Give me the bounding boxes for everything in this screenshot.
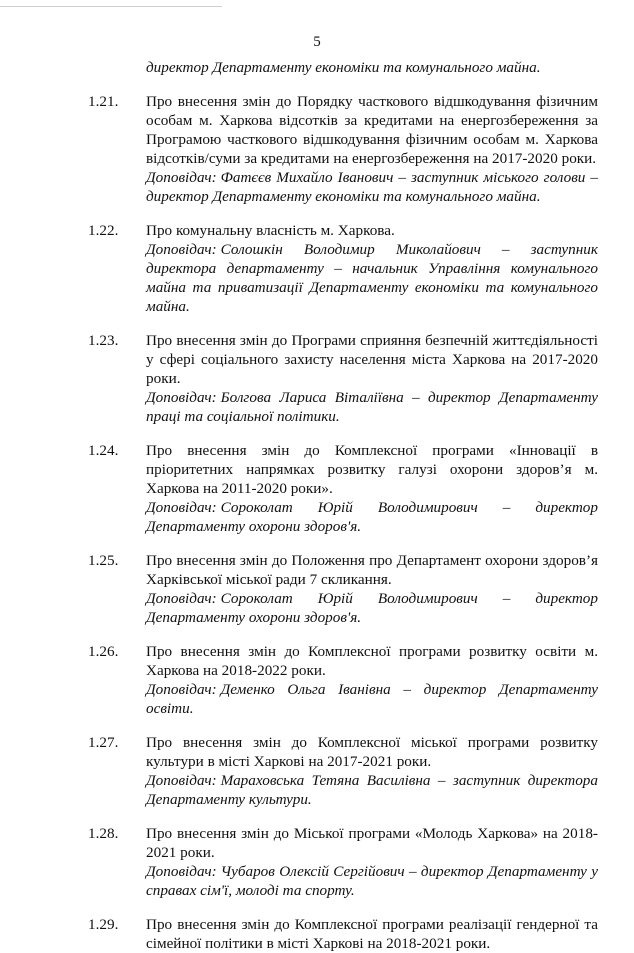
agenda-item	[88, 441, 598, 536]
speaker-label: Доповідач:	[146, 772, 217, 789]
agenda-item	[88, 221, 598, 316]
item-title: Про внесення змін до Комплексної програми реалізації гендерної та сімейної політики в місті Харкові на 2018-2021 роки.	[146, 916, 598, 952]
item-speaker	[146, 168, 598, 206]
item-title: Про внесення змін до Міської програми «Молодь Харкова» на 2018-2021 роки.	[146, 825, 598, 861]
item-body	[146, 331, 598, 426]
document-body	[88, 58, 598, 953]
item-body	[146, 221, 598, 316]
speaker-label: Доповідач:	[146, 590, 217, 607]
item-speaker	[146, 498, 598, 536]
page-number: 5	[313, 34, 321, 50]
speaker-text: Фатєєв Михайло Іванович – заступник міського голови – директор Департаменту економіки та комунального майна.	[146, 169, 598, 205]
item-title: Про внесення змін до Програми сприяння безпечній життєдіяльності у сфері соціального захисту населення міста Харкова на 2017-2020 роки.	[146, 332, 598, 387]
item-number: 1.29.	[88, 916, 119, 933]
item-number: 1.27.	[88, 734, 119, 751]
top-rule	[0, 6, 222, 7]
agenda-item	[88, 915, 598, 953]
speaker-label: Доповідач:	[146, 169, 217, 186]
agenda-list	[88, 92, 598, 953]
item-speaker	[146, 771, 598, 809]
item-number: 1.24.	[88, 442, 119, 459]
speaker-label: Доповідач:	[146, 863, 217, 880]
item-number: 1.25.	[88, 552, 119, 569]
item-title: Про внесення змін до Комплексної програми розвитку освіти м. Харкова на 2018-2022 роки.	[146, 643, 598, 679]
speaker-text: Солошкін Володимир Миколайович – заступник директора департаменту – начальник Управління комунального майна та приватизації Департаменту економіки та комунального майна.	[146, 241, 598, 315]
item-number: 1.21.	[88, 93, 119, 110]
speaker-text: Сороколат Юрій Володимирович – директор Департаменту охорони здоров'я.	[146, 499, 598, 535]
lead-in-text: директор Департаменту економіки та комунального майна.	[146, 59, 541, 76]
speaker-label: Доповідач:	[146, 499, 217, 516]
agenda-item	[88, 92, 598, 206]
item-number: 1.23.	[88, 332, 119, 349]
agenda-item	[88, 642, 598, 718]
item-number: 1.26.	[88, 643, 119, 660]
item-title: Про внесення змін до Порядку часткового відшкодування фізичним особам м. Харкова відсотків за кредитами на енергозбереження за Програмою часткового відшкодування фізичним особам м. Харкова відсотків/суми за кредитами на енергозбереження на 2017-2020 роки.	[146, 93, 598, 167]
item-number: 1.28.	[88, 825, 119, 842]
item-body	[146, 551, 598, 627]
item-title: Про внесення змін до Комплексної міської програми розвитку культури в місті Харкові на 2017-2021 роки.	[146, 734, 598, 770]
agenda-item	[88, 551, 598, 627]
speaker-text: Мараховська Тетяна Василівна – заступник директора Департаменту культури.	[146, 772, 598, 808]
speaker-label: Доповідач:	[146, 389, 217, 406]
item-title: Про внесення змін до Комплексної програми «Інновації в пріоритетних напрямках розвитку галузі охорони здоров’я м. Харкова на 2011-2020 роки».	[146, 442, 598, 497]
speaker-label: Доповідач:	[146, 681, 217, 698]
item-body	[146, 441, 598, 536]
item-body	[146, 915, 598, 953]
agenda-item	[88, 331, 598, 426]
item-number: 1.22.	[88, 222, 119, 239]
speaker-label: Доповідач:	[146, 241, 217, 258]
item-title: Про комунальну власність м. Харкова.	[146, 222, 395, 239]
item-speaker	[146, 862, 598, 900]
speaker-text: Сороколат Юрій Володимирович – директор Департаменту охорони здоров'я.	[146, 590, 598, 626]
item-speaker	[146, 240, 598, 316]
speaker-text: Деменко Ольга Іванівна – директор Департаменту освіти.	[146, 681, 598, 717]
speaker-text: Чубаров Олексій Сергійович – директор Департаменту у справах сім'ї, молоді та спорту.	[146, 863, 598, 899]
item-title: Про внесення змін до Положення про Департамент охорони здоров’я Харківської міської ради 7 скликання.	[146, 552, 598, 588]
agenda-item	[88, 824, 598, 900]
agenda-item	[88, 733, 598, 809]
item-speaker	[146, 589, 598, 627]
item-speaker	[146, 680, 598, 718]
item-body	[146, 733, 598, 809]
speaker-text: Болгова Лариса Віталіївна – директор Департаменту праці та соціальної політики.	[146, 389, 598, 425]
item-body	[146, 642, 598, 718]
item-speaker	[146, 388, 598, 426]
item-body	[146, 824, 598, 900]
item-body	[146, 92, 598, 206]
